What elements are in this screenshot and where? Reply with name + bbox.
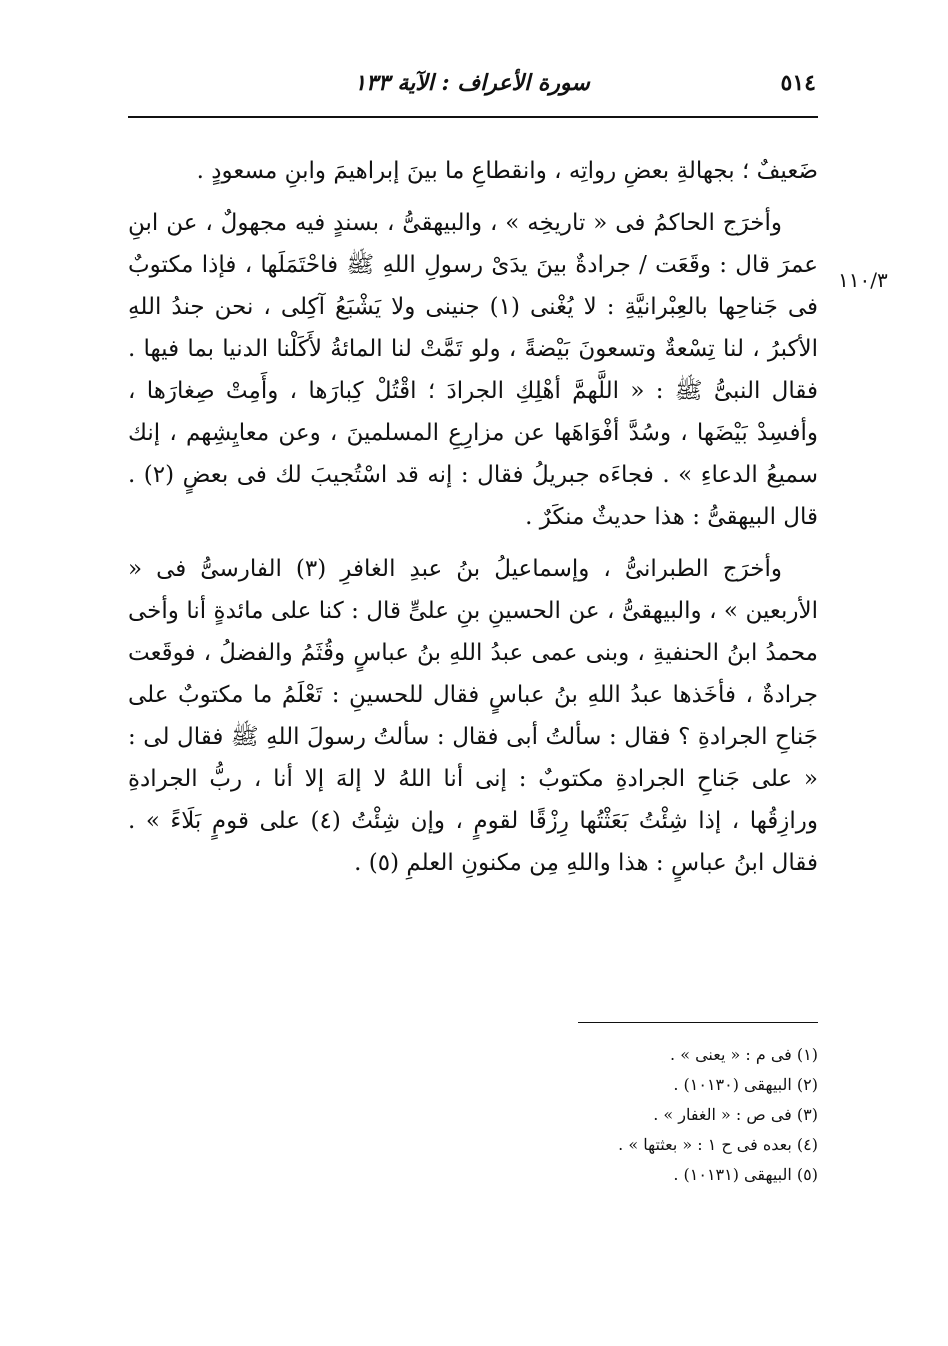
footnotes <box>420 1040 818 1190</box>
footnote-3: (٣) فى ص : « الغفار » . <box>653 1105 818 1124</box>
footnote-2: (٢) البيهقى (١٠١٣٠) . <box>673 1075 818 1094</box>
footnote-rule <box>578 1022 818 1023</box>
margin-reference: ١١٠/٣ <box>838 268 888 292</box>
footnote-1: (١) فى م : « يعنى » . <box>670 1045 818 1064</box>
running-title: سورة الأعراف : الآية ١٣٣ <box>354 70 590 96</box>
paragraph-1: ضَعيفٌ ؛ بجهالةِ بعضِ رواتِه ، وانقطاعِ ما بينَ إبراهيمَ وابنِ مسعودٍ . <box>196 158 818 184</box>
footnote-5: (٥) البيهقى (١٠١٣١) . <box>673 1165 818 1184</box>
page-number: ٥١٤ <box>780 70 816 96</box>
header-rule <box>128 116 818 118</box>
footnote-4: (٤) بعده فى ح ١ : « بعثتها » . <box>618 1135 818 1154</box>
paragraph-2: وأخرَج الحاكمُ فى « تاريخِه » ، والبيهقىُّ ، بسندٍ فيه مجهولٌ ، عن ابنِ عمرَ قال : وقَعَت / جرادةٌ بينَ يدَىْ رسولِ اللهِ ﷺ فاحْتَمَلَها ، فإذا مكتوبٌ فى جَناحِها بالعِبْرانيَّةِ : لا يُغْنى (١) جنينى ولا يَشْبَعُ آكِلى ، نحن جندُ اللهِ الأكبرُ ، لنا تِسْعةٌ وتسعونَ بَيْضةً ، ولو تَمَّتْ لنا المائةُ لأَكَلْنا الدنيا بما فيها . فقال النبىُّ ﷺ : « اللَّهمَّ أهْلِكِ الجرادَ ؛ اقْتُلْ كِبارَها ، وأَمِتْ صِغارَها ، وأفسِدْ بَيْضَها ، وسُدَّ أفْوَاهَها عن مزارِعِ المسلمينَ ، وعن معايِشِهم ، إنك سميعُ الدعاءِ » . فجاءَه جبريلُ فقال : إنه قد اسْتُجيبَ لك فى بعضٍ (٢) . قال البيهقىُّ : هذا حديثٌ منكَرٌ . <box>128 210 818 530</box>
page-header <box>128 60 816 110</box>
main-text <box>128 150 818 894</box>
paragraph-3: وأخرَج الطبرانىُّ ، وإسماعيلُ بنُ عبدِ الغافرِ (٣) الفارسىُّ فى « الأربعين » ، والبيهقىُّ ، عن الحسينِ بنِ علىٍّ قال : كنا على مائدةٍ أنا وأخى محمدُ ابنُ الحنفيةِ ، وبنى عمى عبدُ اللهِ بنُ عباسٍ وقُثَمُ والفضلُ ، فوقَعت جرادةٌ ، فأخَذها عبدُ اللهِ بنُ عباسٍ فقال للحسينِ : تَعْلَمُ ما مكتوبٌ على جَناحِ الجرادةِ ؟ فقال : سألتُ أبى فقال : سألتُ رسولَ اللهِ ﷺ فقال لى : « على جَناحِ الجرادةِ مكتوبٌ : إنى أنا اللهُ لا إلهَ إلا أنا ، ربُّ الجرادةِ ورازِقُها ، إذا شِئْتُ بَعَثْتُها رِزْقًا لقومٍ ، وإن شِئْتُ (٤) على قومٍ بَلَاءً » . فقال ابنُ عباسٍ : هذا واللهِ مِن مكنونِ العلمِ (٥) . <box>128 556 819 876</box>
